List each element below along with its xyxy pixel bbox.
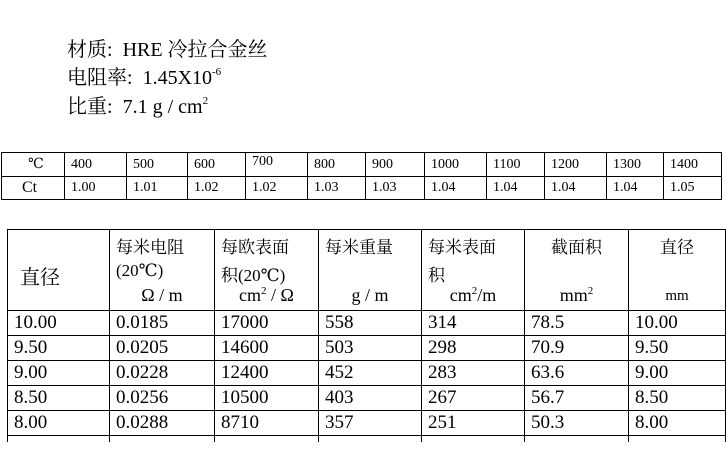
- diameter-mm-header-label: 直径: [660, 238, 694, 257]
- cell-resistance: 0.0228: [110, 361, 215, 386]
- temp-cell: 1400: [664, 153, 722, 177]
- col-header-weight: [319, 230, 422, 311]
- cell-weight: 403: [319, 386, 422, 411]
- cell-surface: 283: [422, 361, 525, 386]
- cell-cross-section: 70.9: [525, 336, 629, 361]
- cell-resistance: 0.0205: [110, 336, 215, 361]
- cell-area-per-ohm: 17000: [215, 311, 319, 336]
- ct-cell: 1.04: [607, 177, 664, 200]
- cell-diameter: 10.00: [8, 311, 110, 336]
- ct-cell: 1.01: [127, 177, 188, 200]
- col-header-diameter: [8, 230, 110, 311]
- gravity-line: [67, 95, 208, 119]
- cross-section-header-unit: $mm^2$: [559, 285, 594, 305]
- resistivity-line: [67, 66, 221, 90]
- cell-diameter-mm: 10.00: [629, 311, 726, 336]
- temp-cell: 900: [366, 153, 425, 177]
- col-header-cross-section: [525, 230, 629, 311]
- cell-cross-section: 63.6: [525, 361, 629, 386]
- ct-cell: 1.04: [425, 177, 487, 200]
- temp-cell: 1300: [607, 153, 664, 177]
- area-per-ohm-header-unit: $cm^2$ / Ω: [239, 285, 294, 305]
- ct-cell: 1.03: [366, 177, 425, 200]
- ct-cell: 1.04: [487, 177, 545, 200]
- cell-diameter-mm: 9.00: [629, 361, 726, 386]
- ct-header: Ct: [2, 177, 65, 200]
- cell-weight: 357: [319, 411, 422, 436]
- cell-cross-section: 78.5: [525, 311, 629, 336]
- table-row: [8, 386, 726, 411]
- temp-cell: 600: [188, 153, 246, 177]
- cell-weight: 558: [319, 311, 422, 336]
- cell-diameter: 8.50: [8, 386, 110, 411]
- cell-area-per-ohm: 14600: [215, 336, 319, 361]
- material-line: [67, 38, 268, 62]
- surface-header-label: 每米表面: [428, 238, 496, 257]
- diameter-mm-header-unit: mm: [665, 288, 689, 304]
- cell-diameter-mm: 9.50: [629, 336, 726, 361]
- cell-surface: 314: [422, 311, 525, 336]
- material-label: 材质:: [67, 39, 113, 61]
- temperature-coefficient-table: [1, 152, 722, 200]
- temp-cell: 1100: [487, 153, 545, 177]
- temp-cell: 1200: [545, 153, 607, 177]
- col-header-area-per-ohm: [215, 230, 319, 311]
- cell-weight: 503: [319, 336, 422, 361]
- cell-area-per-ohm: 8710: [215, 411, 319, 436]
- cell-surface: 267: [422, 386, 525, 411]
- cell-cross-section: 50.3: [525, 411, 629, 436]
- table-row: [8, 336, 726, 361]
- cell-cross-section: 56.7: [525, 386, 629, 411]
- weight-header-label: 每米重量: [325, 238, 393, 257]
- temperature-row: [2, 153, 722, 177]
- cell-diameter: 9.00: [8, 361, 110, 386]
- cell-surface: 251: [422, 411, 525, 436]
- temperature-header: ℃: [2, 153, 65, 177]
- table-row: [8, 361, 726, 386]
- col-header-surface: [422, 230, 525, 311]
- resistance-header-temp: (20℃): [116, 261, 164, 280]
- table-row: [8, 411, 726, 436]
- wire-table-header: [8, 230, 726, 311]
- cell-diameter-mm: 8.50: [629, 386, 726, 411]
- diameter-header-label: 直径: [20, 267, 60, 289]
- ct-cell: 1.03: [308, 177, 366, 200]
- wire-properties-table: [7, 229, 726, 442]
- resistance-header-unit: Ω / m: [141, 285, 183, 305]
- cell-area-per-ohm: 12400: [215, 361, 319, 386]
- resistivity-exponent: -6: [212, 66, 222, 78]
- table-row: [8, 311, 726, 336]
- col-header-diameter-mm: [629, 230, 726, 311]
- material-value: HRE 冷拉合金丝: [122, 39, 268, 61]
- ct-cell: 1.04: [545, 177, 607, 200]
- resistivity-label: 电阻率:: [67, 67, 133, 89]
- gravity-value: 7.1 g / cm: [122, 96, 203, 118]
- ct-cell: 1.05: [664, 177, 722, 200]
- ct-cell: 1.02: [188, 177, 246, 200]
- ct-cell: 1.02: [246, 177, 308, 200]
- temp-cell: 700: [246, 153, 308, 177]
- cell-diameter-mm: 8.00: [629, 411, 726, 436]
- temp-cell: 800: [308, 153, 366, 177]
- weight-header-unit: g / m: [351, 285, 389, 305]
- resistance-header-label: 每米电阻: [116, 238, 184, 257]
- cell-resistance: 0.0185: [110, 311, 215, 336]
- surface-header-unit: $cm^2/m$: [449, 285, 497, 305]
- col-header-resistance: [110, 230, 215, 311]
- cell-area-per-ohm: 10500: [215, 386, 319, 411]
- area-per-ohm-header-temp: 积(20℃): [221, 266, 286, 285]
- gravity-exponent: 2: [202, 95, 209, 107]
- ct-cell: 1.00: [65, 177, 127, 200]
- area-per-ohm-header-label: 每欧表面: [221, 238, 289, 257]
- table-row-cutoff: [8, 436, 726, 443]
- cell-diameter: 8.00: [8, 411, 110, 436]
- gravity-label: 比重:: [67, 96, 113, 118]
- cell-weight: 452: [319, 361, 422, 386]
- cell-resistance: 0.0288: [110, 411, 215, 436]
- temp-cell: 1000: [425, 153, 487, 177]
- ct-row: [2, 177, 722, 200]
- temp-cell: 400: [65, 153, 127, 177]
- cell-diameter: 9.50: [8, 336, 110, 361]
- cross-section-header-label: 截面积: [551, 238, 602, 257]
- resistivity-value: 1.45X10: [142, 67, 213, 89]
- surface-header-label-2: 积: [428, 266, 445, 285]
- cell-surface: 298: [422, 336, 525, 361]
- cell-resistance: 0.0256: [110, 386, 215, 411]
- temp-cell: 500: [127, 153, 188, 177]
